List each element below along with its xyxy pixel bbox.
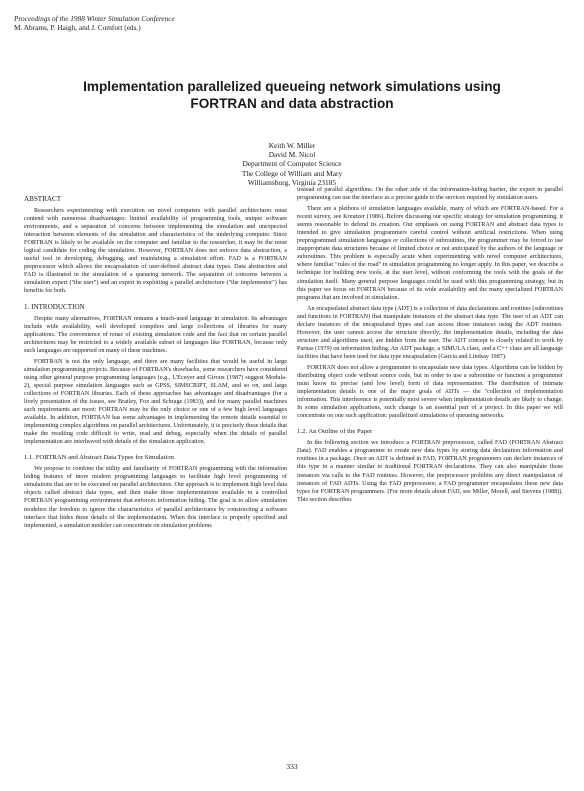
page-number: 333 — [286, 762, 298, 771]
paragraph: We propose to combine the utility and familiarity of FORTRAN programming with the information hiding features of more modern programming languages to facilitate high level programming of simulations that are to be executed on parallel architectures. Our approach is to implement high level data objects called abstract data types, and then make those implementations available in a controlled FORTRAN programming environment that enforces information hiding. The goal is to allow simulation modelers the freedom to ignore the characteristics of parallel architectures by constructing a software interface that hides these details of the implementation. When this interface is properly specified and implemented, a simulation modeler can concentrate on simulation problems — [24, 465, 287, 529]
paragraph: An encapsulated abstract data type (ADT) is a collection of data declarations and routines (subroutines and functions in FORTRAN) that manipulate instances of the abstract data type. The user of an ADT can declare instances of the encapsulated types and can access those instances using the ADT routines. However, the user cannot access the structure directly; the implementation details, including the data structure and algorithms used, are hidden from the user. The ADT concept is closely related to work by Parnas (1979) on information hiding. An ADT package, a SIMULA class, and a C++ class are all language facilities that have been used for data type encapsulation (Garcia and Lindsay 1987). — [297, 304, 563, 360]
proceedings-header — [14, 14, 175, 32]
abstract-heading: ABSTRACT — [24, 195, 62, 203]
editors-line: M. Abrams, P. Haigh, and J. Comfort (eds.) — [14, 23, 141, 32]
section-heading-introduction: 1. INTRODUCTION — [24, 302, 85, 311]
paper-title — [40, 79, 544, 112]
title-line: FORTRAN and data abstraction — [190, 95, 394, 111]
paragraph: In the following section we introduce a FORTRAN preprocessor, called FAD (FORTRAN Abstract Data). FAD enables a programmer to create new data types by storing data declaration information and routines in a package. Once an ADT is defined in FAD, FORTRAN programmers can declare instances of this type in a manner similar to traditional FORTRAN declarations. They can also manipulate those instances via calls to the FAD routines. However, the preprocessor prohibits any direct manipulation of instances of FAD ADTs. Using the FAD preprocessor, a FAD programmer encapsulates these new data types for FORTRAN programmers. (For more details about FAD, see Miller, Morell, and Stevens (1988)). This section describes — [297, 439, 563, 503]
author-institution: The College of William and Mary — [241, 168, 343, 178]
title-line: Implementation parallelized queueing network simulations using — [83, 79, 501, 94]
paragraph: FORTRAN is not the only language, and there are many facilities that would be useful in large simulation programming projects. Because of FORTRAN's drawbacks, some researchers have considered using other general purpose programming languages (e.g., L'Ecuyer and Giroux (1987) suggest Modula-2), special purpose simulation languages such as GPSS, SIMSCRIPT, SLAM, and so on, and large collections of FORTRAN libraries. Each of these approaches has advantages and disadvantages (for a lively presentation of the issues, see Bratley, Fox and Schrage (1983)), and for many parallel machines such requirements are moot: FORTRAN may be the only choice or one of a few high level languages available. In addition, FORTRAN has some advantages in implementing the remote details essential to implementing complex algorithms on parallel architectures. Unfortunately, it is precisely these details that make the resulting code difficult to write, read and debug, especially when the details of parallel implementation are interleaved with details of the simulation application. — [24, 357, 287, 446]
subsection-heading-outline: 1.2. An Outline of the Paper — [297, 428, 373, 436]
paragraph: instead of parallel algorithms. On the other side of the information-hiding barrier, the expert in parallel programming can use the interface as a precise guide to the services required by simulation users. — [297, 186, 563, 202]
right-column — [297, 186, 563, 504]
author-block — [190, 141, 394, 187]
author-department: Department of Computer Science — [242, 159, 342, 169]
paragraph: Despite many alternatives, FORTRAN remains a much-used language in simulation. Its advantages include wide availability, well developed compilers and large collections of libraries for many applications. The convenience of reuse of existing simulation code and the fact that on certain parallel architectures may be restricted to a widely available subset of languages like FORTRAN, because only such languages are supported on many of these machines. — [24, 314, 287, 354]
subsection-heading-fortran-adt: 1.1. FORTRAN and Abstract Data Types for Simulation — [24, 454, 175, 462]
author-name: David M. Nicol — [268, 150, 316, 160]
author-address: Williamsburg, Virginia 23185 — [247, 177, 337, 187]
left-column — [24, 195, 287, 530]
proceedings-line: Proceedings of the 1988 Winter Simulation Conference — [14, 14, 175, 23]
author-name: Keith W. Miller — [268, 141, 316, 150]
abstract-text: Researchers experimenting with execution on novel computers with parallel architectures must contend with numerous disadvantages: limited availability of programming tools, unique software environments, and a separation of concerns between implementing the simulation and unexpected interaction between elements of the simulation and characteristics of the underlying computer. Since FORTRAN is likely to be available on the computer and familiar to the researcher, it may be the most logical candidate for coding the simulation. However, FORTRAN does not enforce data abstraction, a useful tool in developing, debugging, and maintaining a simulation effort. FAD is a FORTRAN preprocessor which allows the encapsulation of user-defined abstract data types. Data abstraction and FAD is illustrated in the simulation of a queueing network. The separation of concerns between a simulation expert ("the user") and an expert in exploiting a parallel architecture ("the implementor") has benefits for both. — [24, 207, 287, 295]
paragraph: There are a plethora of simulation languages available, many of which are FORTRAN-based. For a recent survey, see Kreutzer (1986). Before discussing our specific strategy for simulation programming, it seems reasonable to defend its creation. Our emphasis on using FORTRAN and abstract data types is intended to give simulation programmers careful control without artificial restrictions. When using preprogrammed simulation languages or collections of subroutines, the programmer may be forced to use inappropriate data structures because of limited choice or not anticipated by the authors of the language or subroutines. This problem is especially acute when experimenting with novel computer architectures, where familiar "rules of the road" in simulation programming no longer apply. In this paper, we describe a technique for building new tools, at the user level, without conforming the tools with the goals of the simulation itself. Many general purpose languages could be used with this programming strategy, but in this paper we focus on FORTRAN because of its wide availability and the many specialized FORTRAN programs that are involved in simulation. — [297, 205, 563, 301]
paragraph: FORTRAN does not allow a programmer to encapsulate new data types. Algorithms can be hidden by distributing object code without source code, but in order to use a subroutine or function a programmer must know its precise (and low level) form of data representation. The distribution of intimate implementation details is one of the major goals of ADTs — the "collection of implementation information. This interference is potentially most severe when implementation details are likely to change. In some simulation applications, such change is an essential part of a project. In this paper we will concentrate on one such application: parallelized simulations of queueing networks. — [297, 363, 563, 420]
